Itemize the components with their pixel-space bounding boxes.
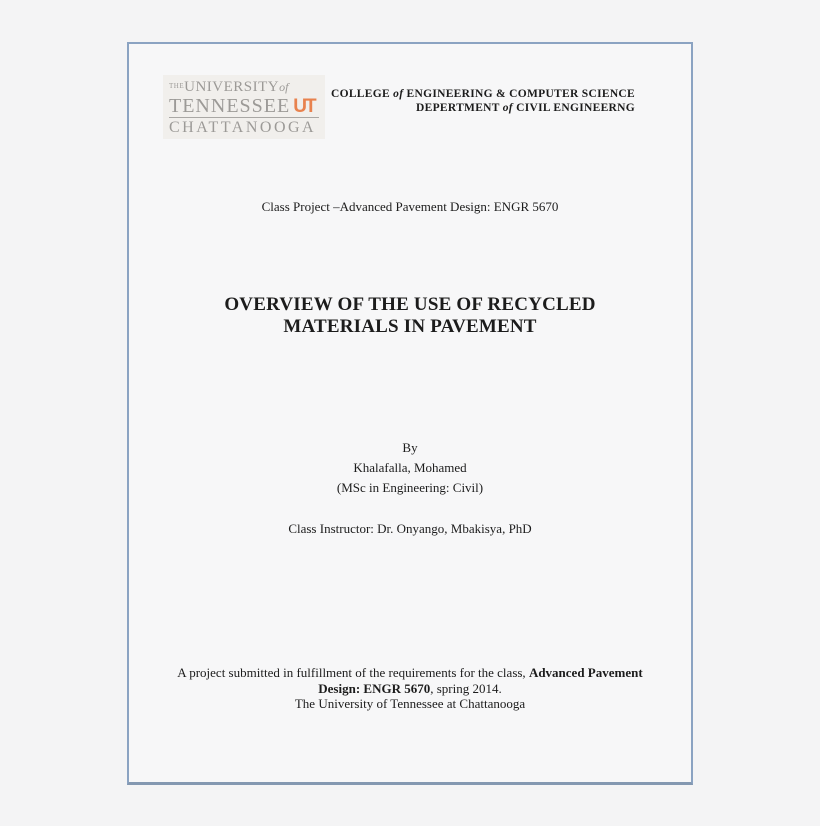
title-line-1: OVERVIEW OF THE USE OF RECYCLED (224, 294, 596, 315)
college-line-rest: ENGINEERING & COMPUTER SCIENCE (406, 88, 635, 100)
title-line-2: MATERIALS IN PAVEMENT (283, 316, 537, 337)
college-line-of: of (393, 88, 404, 100)
instructor-line: Class Instructor: Dr. Onyango, Mbakisya, PhD (288, 521, 532, 536)
logo-line-tennessee (169, 96, 319, 118)
department-line-of: of (502, 102, 513, 114)
course-line: Class Project –Advanced Pavement Design: ENGR 5670 (261, 199, 559, 214)
author-degree: (MSc in Engineering: Civil) (336, 480, 484, 495)
college-line-text: COLLEGE (330, 88, 390, 100)
logo-university: UNIVERSITY (184, 79, 280, 95)
department-line-rest: CIVIL ENGINEERNG (516, 102, 635, 114)
college-department-header (331, 87, 635, 115)
department-line-text: DEPERTMENT (416, 102, 500, 114)
submission-line1-bold: Advanced Pavement (528, 665, 643, 680)
submission-statement (129, 665, 691, 712)
ut-monogram-icon: UT (293, 96, 315, 117)
submission-line1-text: A project submitted in fulfillment of the requirements for the class, (177, 665, 526, 680)
logo-the: THE (169, 82, 185, 90)
submission-line-2 (129, 681, 691, 697)
document-title (129, 294, 691, 338)
byline-by: By (402, 440, 418, 455)
submission-line2-bold: Design: ENGR 5670 (318, 680, 431, 696)
department-line (331, 101, 635, 115)
author-block (129, 440, 691, 500)
document-page (127, 42, 693, 785)
submission-line2-text: , spring 2014. (430, 680, 502, 696)
college-line (331, 87, 635, 101)
utc-logo (163, 75, 325, 139)
logo-chattanooga: CHATTANOOGA (169, 119, 317, 136)
author-name: Khalafalla, Mohamed (353, 460, 467, 475)
logo-line-university (169, 79, 319, 95)
submission-line-3: The University of Tennessee at Chattanooga (294, 696, 526, 711)
submission-line-1 (129, 665, 691, 681)
logo-tennessee: TENNESSEE (169, 95, 291, 117)
logo-of: of (279, 80, 289, 94)
